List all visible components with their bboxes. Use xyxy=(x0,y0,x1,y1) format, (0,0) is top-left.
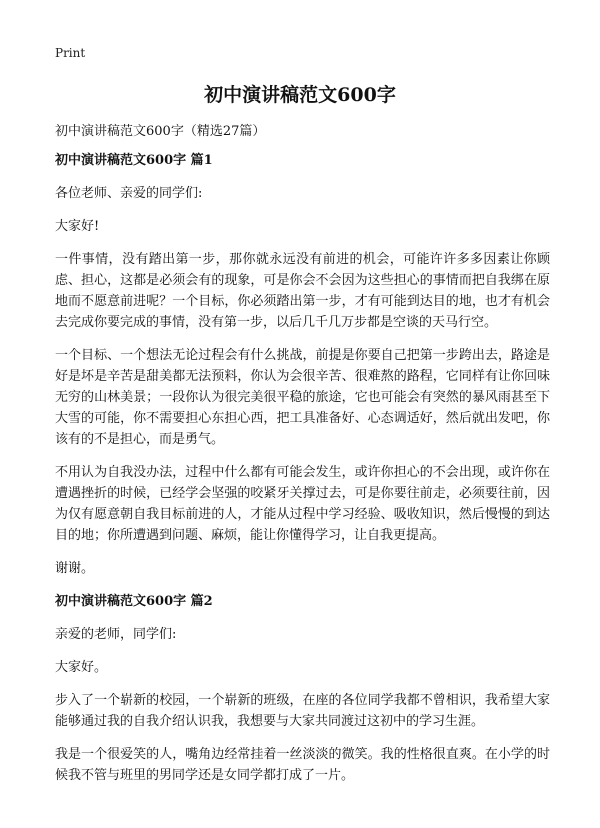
paragraph: 不用认为自我没办法，过程中什么都有可能会发生，或许你担心的不会出现，或许你在遭遇挫折的时候，已经学会坚强的咬紧牙关撑过去，可是你要往前走，必须要往前，因为仅有愿意朝自我目标前进的人，才能从过程中学习经验、吸收知识，然后慢慢的到达目的地；你所遭遇到问题、麻烦，能让你懂得学习，让自我更提高。 xyxy=(55,465,550,543)
paragraph: 一个目标、一个想法无论过程会有什么挑战，前提是你要自己把第一步跨出去，路途是好是坏是辛苦是甜美都无法预料，你认为会很辛苦、很难熬的路程，它同样有让你回味无穷的山林美景；一段你认为很完美很平稳的旅途，它也可能会有突然的暴风雨甚至下大雪的可能，你不需要担心东担心西，把工具准备好、心态调适好，然后就出发吧，你该有的不是担心，而是勇气。 xyxy=(55,348,550,447)
greeting-1: 各位老师、亲爱的同学们: xyxy=(55,186,203,201)
section-heading-1: 初中演讲稿范文600字 篇1 xyxy=(55,153,213,168)
paragraph: 步入了一个崭新的校园，一个崭新的班级，在座的各位同学我都不曾相识，我希望大家能够通过我的自我介绍认识我，我想要与大家共同渡过这初中的学习生涯。 xyxy=(55,693,550,729)
salutation-1: 大家好! xyxy=(55,219,100,234)
greeting-2: 亲爱的老师，同学们: xyxy=(55,627,177,642)
page-title: 初中演讲稿范文600字 xyxy=(204,84,396,106)
paragraph: 一件事情，没有踏出第一步，那你就永远没有前进的机会，可能许许多多因素让你顾虑、担心，这都是必须会有的现象，可是你会不会因为这些担心的事情而把自我绑在原地而不愿意前进呢？一个目标，你必须踏出第一步，才有可能到达目的地，也才有机会去完成你要完成的事情，没有第一步，以后几千几万步都是空谈的天马行空。 xyxy=(55,252,550,330)
paragraph: 我是一个很爱笑的人，嘴角边经常挂着一丝淡淡的微笑。我的性格很直爽。在小学的时候我不管与班里的男同学还是女同学都打成了一片。 xyxy=(55,747,550,783)
page-subtitle: 初中演讲稿范文600字（精选27篇） xyxy=(55,124,266,139)
closing-1: 谢谢。 xyxy=(55,561,95,576)
salutation-2: 大家好。 xyxy=(55,660,108,675)
print-link[interactable]: Print xyxy=(55,46,86,60)
article-body xyxy=(55,150,550,798)
section-heading-2: 初中演讲稿范文600字 篇2 xyxy=(55,594,213,609)
